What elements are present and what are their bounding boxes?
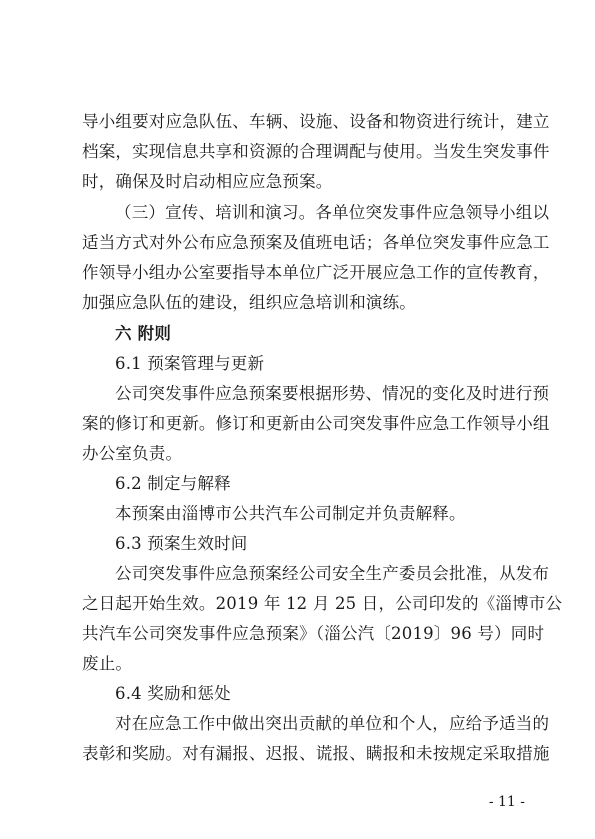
subsection-heading-6-2: 6.2 制定与解释 — [115, 474, 231, 493]
body-text-line: 档案，实现信息共享和资源的合理调配与使用。当发生突发事件 — [82, 142, 550, 161]
subsection-heading-6-4: 6.4 奖励和惩处 — [115, 684, 231, 703]
body-text-line: 废止。 — [82, 654, 133, 673]
body-text-line: 时，确保及时启动相应应急预案。 — [82, 172, 333, 191]
subsection-heading-6-3: 6.3 预案生效时间 — [115, 534, 248, 553]
body-text-line: 表彰和奖励。对有漏报、迟报、谎报、瞒报和未按规定采取措施 — [82, 744, 550, 763]
body-text-line: 作领导小组办公室要指导本单位广泛开展应急工作的宣传教育， — [82, 263, 550, 282]
body-text-line: 公司突发事件应急预案经公司安全生产委员会批准，从发布 — [115, 564, 550, 583]
body-text-line: 案的修订和更新。修订和更新由公司突发事件应急工作领导小组 — [82, 414, 550, 433]
body-text-line: 导小组要对应急队伍、车辆、设施、设备和物资进行统计，建立 — [82, 112, 550, 131]
body-text-line: 公司突发事件应急预案要根据形势、情况的变化及时进行预 — [115, 384, 550, 403]
body-text-line: 加强应急队伍的建设，组织应急培训和演练。 — [82, 293, 416, 312]
body-text-line: 对在应急工作中做出突出贡献的单位和个人，应给予适当的 — [115, 714, 550, 733]
body-text-line: 共汽车公司突发事件应急预案》（淄公汽〔2019〕96 号）同时 — [82, 624, 545, 643]
body-text-line: 办公室负责。 — [82, 444, 183, 463]
page-number: - 11 - — [488, 794, 525, 810]
chapter-heading-appendix: 六 附则 — [115, 324, 172, 343]
body-text-line: 之日起开始生效。2019 年 12 月 25 日，公司印发的《淄博市公 — [82, 594, 563, 613]
body-text-line: 适当方式对外公布应急预案及值班电话；各单位突发事件应急工 — [82, 233, 550, 252]
section-heading-publicity: （三）宣传、培训和演习。各单位突发事件应急领导小组以 — [115, 203, 550, 222]
body-text-line: 本预案由淄博市公共汽车公司制定并负责解释。 — [115, 504, 466, 523]
subsection-heading-6-1: 6.1 预案管理与更新 — [115, 354, 265, 373]
